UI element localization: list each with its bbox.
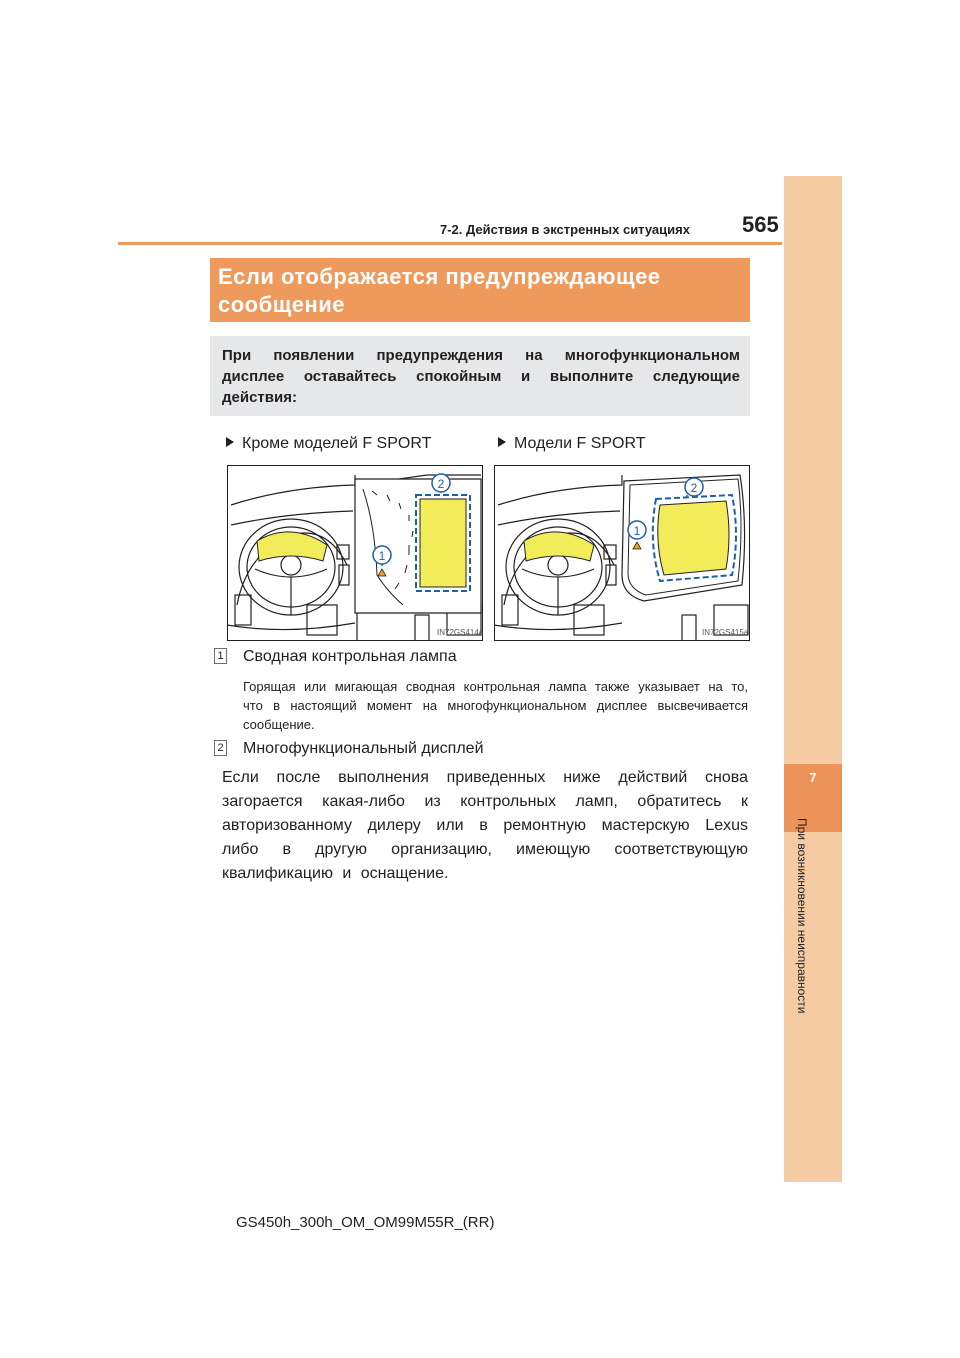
- figure-code: IN72GS414a: [437, 628, 483, 637]
- callout-1: 1: [378, 549, 386, 563]
- dashboard-illustration-fsport: [494, 465, 750, 641]
- figure-label-non-fsport: [226, 435, 431, 453]
- callout-1: 1: [633, 524, 641, 538]
- figure-label-text: Кроме моделей F SPORT: [242, 435, 432, 452]
- callout-2: 2: [690, 481, 698, 495]
- page-title: Если отображается предупреждающее сообщение: [218, 264, 661, 317]
- figure-label-fsport: [498, 435, 646, 453]
- triangle-bullet-icon: [498, 437, 506, 447]
- header-rule: [118, 242, 782, 245]
- figure-code: IN72GS415a: [702, 628, 749, 637]
- item-description-1: Горящая или мигающая сводная контрольная лампа также указывает на то, что в настоящий момент на многофункциональном дисплее высвечивается сообщение.: [243, 679, 748, 732]
- item-title-1: Сводная контрольная лампа: [243, 648, 457, 665]
- callout-2: 2: [437, 477, 445, 491]
- intro-text: При появлении предупреждения на многофункциональном дисплее оставайтесь спокойным и выполните следующие действия:: [222, 347, 740, 406]
- item-description-2: Если после выполнения приведенных ниже действий снова загорается какая-либо из контрольных ламп, обратитесь к авторизованному дилеру или в ремонтную мастерскую Lexus либо в другую организацию, имеющую соответствующую квалификацию и оснащение.: [222, 769, 748, 882]
- dashboard-illustration-non-fsport: [227, 465, 483, 641]
- chapter-title: При возникновении неисправности: [795, 818, 809, 1014]
- triangle-bullet-icon: [226, 437, 234, 447]
- chapter-number: 7: [809, 770, 817, 785]
- figure-label-text: Модели F SPORT: [514, 435, 646, 452]
- section-header: 7-2. Действия в экстренных ситуациях: [440, 222, 690, 237]
- document-footer: GS450h_300h_OM_OM99M55R_(RR): [236, 1214, 495, 1231]
- chapter-side-tab: [784, 176, 842, 1182]
- item-number-2: 2: [214, 740, 227, 756]
- item-title-2: Многофункциональный дисплей: [243, 740, 484, 757]
- page-number: 565: [742, 212, 779, 237]
- item-number-1: 1: [214, 648, 227, 664]
